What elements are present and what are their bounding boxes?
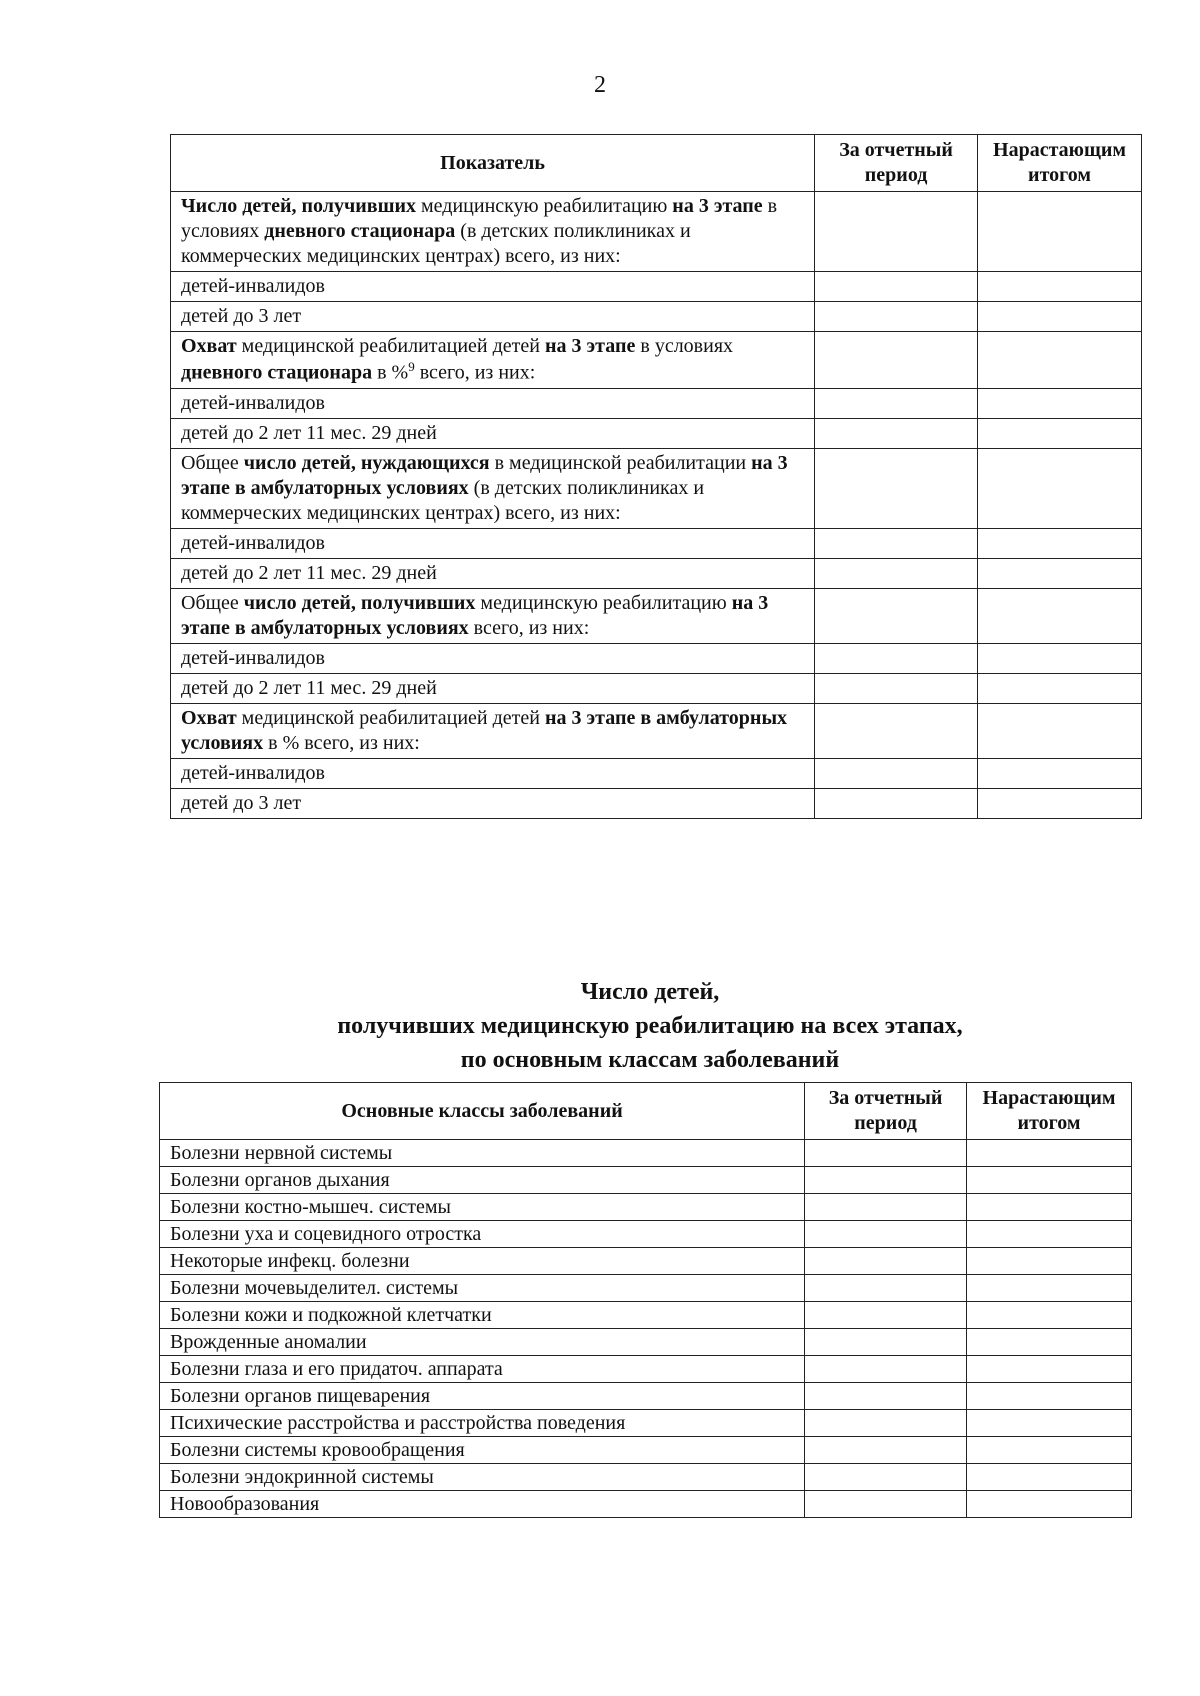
period-value-cell[interactable]: [805, 1491, 967, 1518]
period-value-cell[interactable]: [815, 703, 978, 758]
cumulative-value-cell[interactable]: [967, 1356, 1132, 1383]
indicator-cell: [171, 758, 815, 788]
period-value-cell[interactable]: [805, 1464, 967, 1491]
period-value-cell[interactable]: [805, 1194, 967, 1221]
indicator-text: 9: [408, 359, 415, 374]
cumulative-value-cell[interactable]: [978, 528, 1142, 558]
period-value-cell[interactable]: [815, 332, 978, 389]
indicator-text: детей-инвалидов: [181, 761, 325, 784]
indicator-text: медицинской реабилитацией детей: [236, 335, 545, 357]
indicator-text: на 3 этапе в амбулаторных условиях: [181, 591, 769, 639]
indicator-text: (в детских поликлиниках и коммерческих медицинских центрах) всего, из них:: [181, 220, 691, 267]
indicators-table: [170, 134, 1142, 819]
table-row: [171, 703, 1142, 758]
table-row: [160, 1437, 1132, 1464]
disease-class-label: Болезни органов пищеварения: [160, 1383, 805, 1410]
indicator-text: всего, из них:: [468, 616, 590, 639]
section-title-line: Число детей,: [580, 979, 720, 1005]
indicator-text: в медицинской реабилитации: [489, 451, 752, 474]
cumulative-value-cell[interactable]: [967, 1248, 1132, 1275]
section-title: [150, 975, 1150, 1077]
indicator-cell: [171, 673, 815, 703]
indicator-cell: [171, 528, 815, 558]
table-row: [171, 388, 1142, 418]
indicator-text: на 3 этапе: [545, 335, 636, 357]
table-row: [171, 528, 1142, 558]
page-number: 2: [594, 72, 606, 98]
indicator-text: медицинскую реабилитацию: [475, 591, 732, 614]
disease-classes-table-body: [160, 1140, 1132, 1518]
section-title-line: по основным классам заболеваний: [460, 1047, 840, 1073]
indicator-text: в условиях: [181, 195, 778, 242]
indicator-text: детей до 2 лет 11 мес. 29 дней: [181, 561, 437, 584]
indicator-cell: [171, 448, 815, 528]
disease-class-label: Болезни костно-мышеч. системы: [160, 1194, 805, 1221]
table-row: [171, 673, 1142, 703]
period-value-cell[interactable]: [815, 673, 978, 703]
cumulative-value-cell[interactable]: [967, 1275, 1132, 1302]
cumulative-value-cell[interactable]: [967, 1383, 1132, 1410]
indicator-text: детей-инвалидов: [181, 391, 325, 414]
indicator-cell: [171, 272, 815, 302]
disease-class-label: Болезни мочевыделител. системы: [160, 1275, 805, 1302]
cumulative-value-cell[interactable]: [978, 332, 1142, 389]
cumulative-value-cell[interactable]: [978, 388, 1142, 418]
cumulative-value-cell[interactable]: [967, 1437, 1132, 1464]
table-row: [160, 1410, 1132, 1437]
disease-class-label: Болезни глаза и его придаточ. аппарата: [160, 1356, 805, 1383]
table-row: [160, 1275, 1132, 1302]
table-row: [171, 302, 1142, 332]
table-row: [160, 1221, 1132, 1248]
column-header-classes: Основные классы заболеваний: [160, 1083, 805, 1140]
indicator-text: на 3 этапе в амбулаторных условиях: [181, 451, 788, 499]
indicator-text: в %: [372, 361, 409, 384]
cumulative-value-cell[interactable]: [978, 418, 1142, 448]
period-value-cell[interactable]: [805, 1329, 967, 1356]
period-value-cell[interactable]: [815, 528, 978, 558]
indicator-cell: [171, 302, 815, 332]
indicator-text: Число детей, получивших: [181, 195, 417, 217]
indicator-text: на 3 этапе: [672, 195, 763, 217]
cumulative-value-cell[interactable]: [978, 758, 1142, 788]
cumulative-value-cell[interactable]: [978, 558, 1142, 588]
indicator-cell: [171, 703, 815, 758]
indicator-cell: [171, 588, 815, 643]
indicator-text: медицинскую реабилитацию: [416, 195, 673, 217]
table-row: [171, 758, 1142, 788]
section-title-line: получивших медицинскую реабилитацию на всех этапах,: [337, 1013, 963, 1039]
period-value-cell[interactable]: [815, 418, 978, 448]
indicator-text: Охват: [181, 335, 237, 357]
disease-class-label: Болезни системы кровообращения: [160, 1437, 805, 1464]
disease-class-label: Болезни кожи и подкожной клетчатки: [160, 1302, 805, 1329]
indicator-text: число детей, нуждающихся: [243, 451, 490, 474]
column-header-cumulative: Нарастающим итогом: [978, 135, 1142, 192]
table-row: [160, 1491, 1132, 1518]
period-value-cell[interactable]: [805, 1302, 967, 1329]
indicator-text: детей до 2 лет 11 мес. 29 дней: [181, 676, 437, 699]
table-row: [160, 1464, 1132, 1491]
indicator-cell: [171, 558, 815, 588]
indicator-text: детей-инвалидов: [181, 531, 325, 554]
period-value-cell[interactable]: [805, 1437, 967, 1464]
cumulative-value-cell[interactable]: [978, 788, 1142, 818]
cumulative-value-cell[interactable]: [967, 1464, 1132, 1491]
period-value-cell[interactable]: [815, 758, 978, 788]
column-header-period: За отчетный период: [805, 1083, 967, 1140]
disease-class-label: Болезни органов дыхания: [160, 1167, 805, 1194]
indicator-text: детей до 3 лет: [181, 791, 302, 814]
table-row: [160, 1194, 1132, 1221]
indicators-table-body: [171, 192, 1142, 819]
cumulative-value-cell[interactable]: [967, 1302, 1132, 1329]
cumulative-value-cell[interactable]: [967, 1194, 1132, 1221]
period-value-cell[interactable]: [805, 1356, 967, 1383]
period-value-cell[interactable]: [815, 192, 978, 272]
table-row: [171, 558, 1142, 588]
column-header-period: За отчетный период: [815, 135, 978, 192]
table-header-row: [171, 135, 1142, 192]
table-row: [160, 1329, 1132, 1356]
indicator-cell: [171, 388, 815, 418]
cumulative-value-cell[interactable]: [967, 1329, 1132, 1356]
cumulative-value-cell[interactable]: [967, 1140, 1132, 1167]
period-value-cell[interactable]: [805, 1140, 967, 1167]
disease-class-label: Врожденные аномалии: [160, 1329, 805, 1356]
indicator-text: всего, из них:: [414, 361, 536, 384]
cumulative-value-cell[interactable]: [967, 1491, 1132, 1518]
disease-class-label: Психические расстройства и расстройства поведения: [160, 1410, 805, 1437]
cumulative-value-cell[interactable]: [978, 588, 1142, 643]
period-value-cell[interactable]: [805, 1167, 967, 1194]
indicator-text: дневного стационара: [264, 220, 456, 242]
cumulative-value-cell[interactable]: [967, 1167, 1132, 1194]
period-value-cell[interactable]: [805, 1221, 967, 1248]
indicator-text: Общее: [181, 451, 244, 474]
indicator-text: детей до 2 лет 11 мес. 29 дней: [181, 421, 437, 444]
table-row: [160, 1356, 1132, 1383]
cumulative-value-cell[interactable]: [978, 448, 1142, 528]
indicator-text: детей-инвалидов: [181, 275, 325, 297]
table-row: [160, 1140, 1132, 1167]
indicator-cell: [171, 643, 815, 673]
period-value-cell[interactable]: [815, 388, 978, 418]
indicator-text: на 3 этапе в амбулаторных условиях: [181, 706, 788, 754]
period-value-cell[interactable]: [805, 1248, 967, 1275]
cumulative-value-cell[interactable]: [978, 302, 1142, 332]
period-value-cell[interactable]: [815, 302, 978, 332]
table-row: [171, 332, 1142, 389]
disease-class-label: Болезни уха и соцевидного отростка: [160, 1221, 805, 1248]
period-value-cell[interactable]: [815, 448, 978, 528]
indicator-text: детей-инвалидов: [181, 646, 325, 669]
table-row: [160, 1248, 1132, 1275]
period-value-cell[interactable]: [805, 1410, 967, 1437]
disease-classes-table: [159, 1082, 1132, 1518]
period-value-cell[interactable]: [815, 272, 978, 302]
table-row: [160, 1383, 1132, 1410]
table-row: [171, 272, 1142, 302]
indicator-cell: [171, 788, 815, 818]
indicator-cell: [171, 332, 815, 389]
table-row: [171, 788, 1142, 818]
period-value-cell[interactable]: [815, 588, 978, 643]
table-row: [160, 1302, 1132, 1329]
column-header-indicator: Показатель: [171, 135, 815, 192]
indicator-text: число детей, получивших: [243, 591, 476, 614]
table-header-row: [160, 1083, 1132, 1140]
cumulative-value-cell[interactable]: [978, 673, 1142, 703]
period-value-cell[interactable]: [805, 1275, 967, 1302]
indicator-cell: [171, 418, 815, 448]
indicator-text: Охват: [181, 706, 237, 729]
table-row: [160, 1167, 1132, 1194]
disease-class-label: Болезни нервной системы: [160, 1140, 805, 1167]
table-row: [171, 418, 1142, 448]
indicator-text: Общее: [181, 591, 244, 614]
cumulative-value-cell[interactable]: [978, 272, 1142, 302]
cumulative-value-cell[interactable]: [967, 1410, 1132, 1437]
period-value-cell[interactable]: [815, 788, 978, 818]
period-value-cell[interactable]: [805, 1383, 967, 1410]
disease-class-label: Новообразования: [160, 1491, 805, 1518]
disease-class-label: Некоторые инфекц. болезни: [160, 1248, 805, 1275]
table-row: [171, 588, 1142, 643]
indicator-text: медицинской реабилитацией детей: [236, 706, 545, 729]
disease-class-label: Болезни эндокринной системы: [160, 1464, 805, 1491]
indicator-text: в условиях: [635, 335, 734, 357]
indicator-text: дневного стационара: [181, 361, 373, 384]
cumulative-value-cell[interactable]: [978, 192, 1142, 272]
cumulative-value-cell[interactable]: [967, 1221, 1132, 1248]
period-value-cell[interactable]: [815, 643, 978, 673]
indicator-text: в % всего, из них:: [263, 731, 420, 754]
cumulative-value-cell[interactable]: [978, 643, 1142, 673]
cumulative-value-cell[interactable]: [978, 703, 1142, 758]
indicator-text: (в детских поликлиниках и коммерческих медицинских центрах) всего, из них:: [181, 476, 705, 524]
table-row: [171, 192, 1142, 272]
period-value-cell[interactable]: [815, 558, 978, 588]
indicator-cell: [171, 192, 815, 272]
table-row: [171, 643, 1142, 673]
column-header-cumulative: Нарастающим итогом: [967, 1083, 1132, 1140]
table-row: [171, 448, 1142, 528]
indicator-text: детей до 3 лет: [181, 305, 302, 327]
